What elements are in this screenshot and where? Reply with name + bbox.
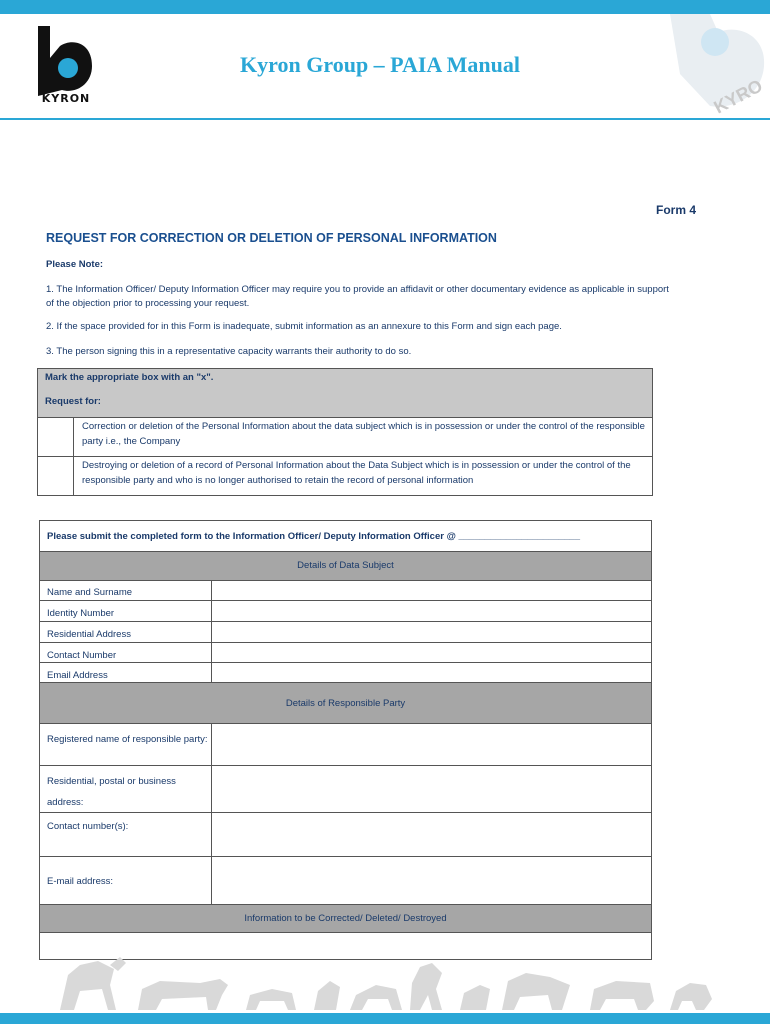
email-address-label: Email Address (40, 663, 212, 682)
identity-number-field[interactable] (212, 601, 651, 621)
email-address-field[interactable] (212, 663, 651, 682)
responsible-party-heading: Details of Responsible Party (40, 683, 651, 724)
contact-numbers-field[interactable] (212, 813, 651, 856)
logo-text: KYRON (41, 92, 91, 105)
info-to-correct-heading: Information to be Corrected/ Deleted/ Destroyed (40, 905, 651, 933)
residential-address-label: Residential Address (40, 622, 212, 642)
submit-instruction: Please submit the completed form to the Information Officer/ Deputy Information Officer @ _______________________ (40, 521, 651, 552)
contact-number-row (40, 643, 651, 663)
destroy-option-text: Destroying or deletion of a record of Personal Information about the Data Subject which is in possession or under the control of the responsible party and who is no longer authorised to retain the record of personal information (82, 460, 631, 486)
responsible-email-row (40, 857, 651, 905)
responsible-email-label: E-mail address: (40, 857, 212, 904)
form-heading: REQUEST FOR CORRECTION OR DELETION OF PERSONAL INFORMATION (46, 231, 497, 245)
residential-address-field[interactable] (212, 622, 651, 642)
request-table (37, 368, 653, 496)
header-divider (0, 118, 770, 120)
watermark-logo (640, 14, 770, 118)
top-accent-bar (0, 0, 770, 14)
page-title: Kyron Group – PAIA Manual (240, 52, 520, 77)
name-surname-field[interactable] (212, 581, 651, 600)
business-address-label: Residential, postal or business address: (40, 766, 212, 812)
email-address-row (40, 663, 651, 683)
contact-numbers-label: Contact number(s): (40, 813, 212, 856)
name-surname-row (40, 581, 651, 601)
name-surname-label: Name and Surname (40, 581, 212, 600)
contact-number-label: Contact Number (40, 643, 212, 662)
correction-option-text: Correction or deletion of the Personal Information about the data subject which is in possession or under the control of the responsible party i.e., the Company (82, 421, 645, 447)
note-3: 3. The person signing this in a representative capacity warrants their authority to do so. (46, 346, 412, 357)
mark-instruction: Mark the appropriate box with an "x". (45, 372, 214, 383)
registered-name-row (40, 724, 651, 766)
business-address-row (40, 766, 651, 813)
watermark-text: KYRO (710, 75, 766, 118)
note-label: Please Note: (46, 259, 104, 270)
request-table-header (38, 369, 652, 418)
identity-number-label: Identity Number (40, 601, 212, 621)
animal-silhouettes-decoration (50, 955, 730, 1013)
request-for-label: Request for: (45, 396, 101, 407)
request-option-correction (38, 418, 652, 457)
bottom-accent-bar (0, 1013, 770, 1024)
contact-numbers-row (40, 813, 651, 857)
identity-number-row (40, 601, 651, 622)
correction-checkbox[interactable] (38, 418, 74, 456)
responsible-email-field[interactable] (212, 857, 651, 904)
contact-number-field[interactable] (212, 643, 651, 662)
registered-name-field[interactable] (212, 724, 651, 765)
business-address-field[interactable] (212, 766, 651, 812)
form-number: Form 4 (655, 203, 696, 217)
note-2: 2. If the space provided for in this Form is inadequate, submit information as an annexure to this Form and sign each page. (46, 321, 562, 332)
note-1: 1. The Information Officer/ Deputy Information Officer may require you to provide an affidavit or other documentary evidence as applicable in support of the objection prior to processing your request. (46, 284, 669, 309)
data-subject-heading: Details of Data Subject (40, 552, 651, 581)
destroy-checkbox[interactable] (38, 457, 74, 495)
residential-address-row (40, 622, 651, 643)
details-table (39, 520, 652, 960)
registered-name-label: Registered name of responsible party: (40, 724, 212, 765)
request-option-destroy (38, 457, 652, 495)
